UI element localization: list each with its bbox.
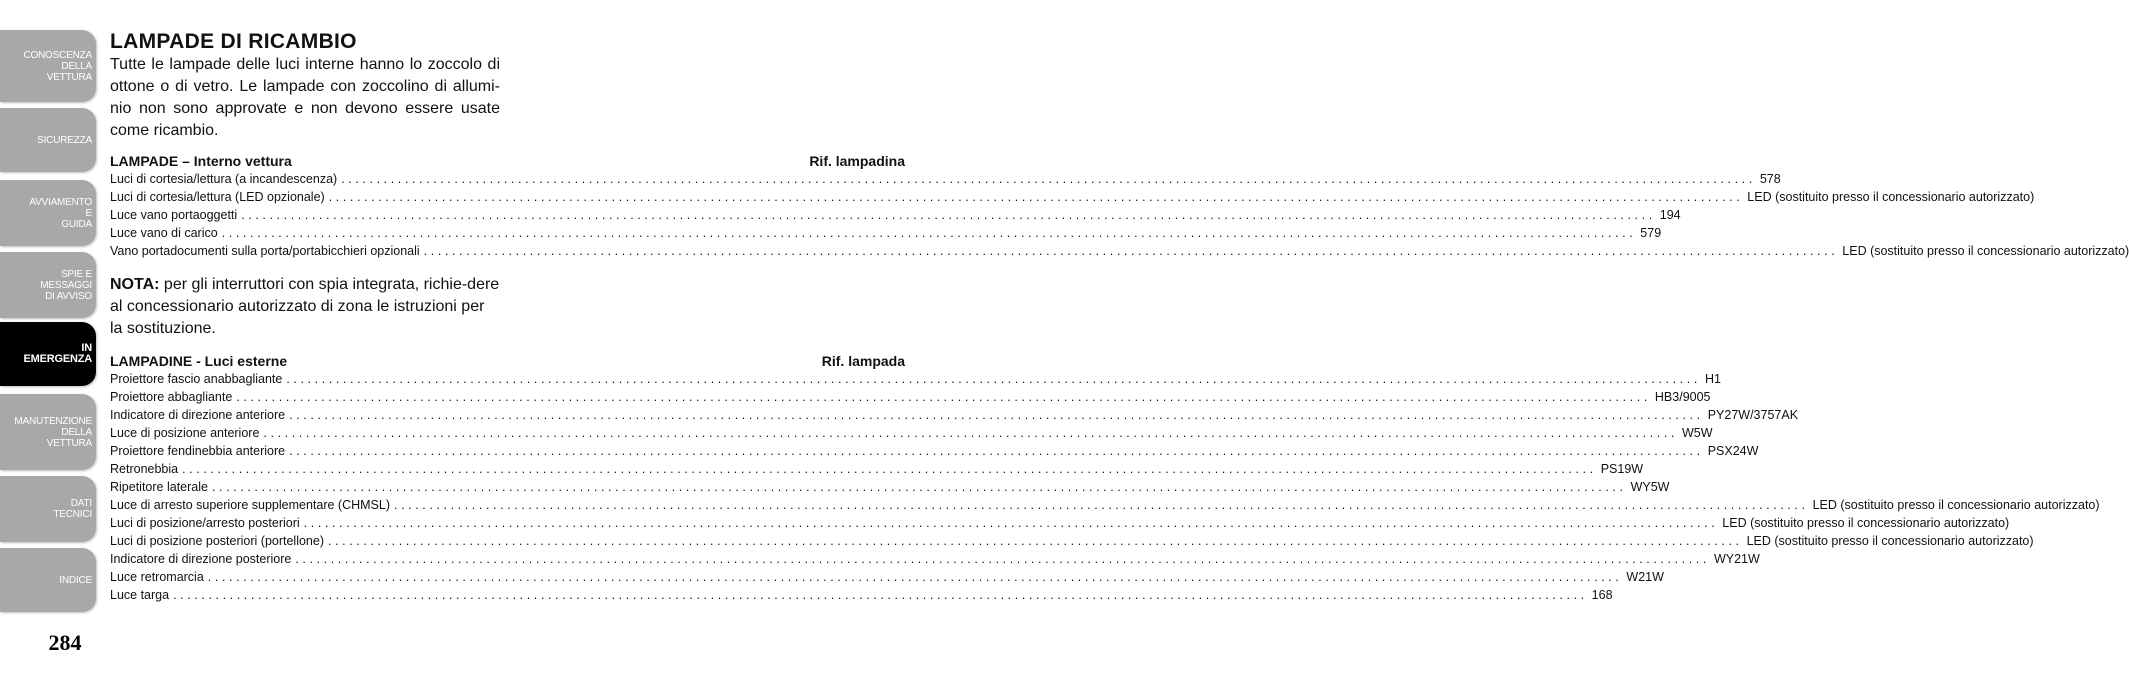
dot-leader: ........................................................................................................................................................................................................ xyxy=(423,244,1839,258)
chapter-tab-label: VETTURA xyxy=(46,437,92,449)
chapter-tab-label: DATI xyxy=(70,498,92,509)
chapter-tab-label: SPIE E xyxy=(60,268,92,280)
chapter-tab-label: CONOSCENZA xyxy=(23,49,92,61)
row-label: Proiettore abbagliante xyxy=(110,390,233,404)
row-label: Luci di posizione posteriori (portellone) xyxy=(110,534,325,548)
chapter-tab-label: MANUTENZIONE xyxy=(14,415,92,427)
chapter-tab-label: DELLA xyxy=(61,60,92,72)
row-value: W21W xyxy=(1626,570,1664,584)
interior-lamps-table xyxy=(110,152,2129,260)
row-value: LED (sostituito presso il concessionario autorizzato) xyxy=(1842,244,2129,258)
table-row xyxy=(110,496,2100,514)
row-value: 168 xyxy=(1591,588,1613,602)
table-row xyxy=(110,224,1662,242)
row-value: LED (sostituito presso il concessionario autorizzato) xyxy=(1747,190,2035,204)
row-label: Luce vano di carico xyxy=(110,226,218,240)
row-label: Luce di posizione anteriore xyxy=(110,426,260,440)
dot-leader: ........................................................................................................................................................................................................ xyxy=(341,172,1756,186)
row-label: Proiettore fendinebbia anteriore xyxy=(110,444,286,458)
row-value: LED (sostituito presso il concessionario autorizzato) xyxy=(1746,534,2034,548)
dot-leader: ........................................................................................................................................................................................................ xyxy=(211,480,1627,494)
exterior-header-left: LAMPADINE - Luci esterne xyxy=(110,353,288,369)
dot-leader: ........................................................................................................................................................................................................ xyxy=(241,208,1656,222)
row-label: Proiettore fascio anabbagliante xyxy=(110,372,283,386)
row-label: Luci di cortesia/lettura (LED opzionale) xyxy=(110,190,325,204)
chapter-tab-label: IN xyxy=(81,342,92,354)
dot-leader: ........................................................................................................................................................................................................ xyxy=(286,372,1701,386)
section-heading: LAMPADE DI RICAMBIO xyxy=(110,30,357,53)
row-label: Indicatore di direzione anteriore xyxy=(110,408,286,422)
page-content xyxy=(110,30,2129,604)
note-text: per gli interruttori con spia integrata, richie-dere al concessionario autorizzato di zona le istruzioni per la sostituzione. xyxy=(110,276,500,337)
chapter-tab-label: INDICE xyxy=(59,574,92,586)
dot-leader: ........................................................................................................................................................................................................ xyxy=(394,498,1809,512)
exterior-header-right: Rif. lampada xyxy=(821,353,905,369)
table-row xyxy=(110,460,1644,478)
exterior-lamps-table xyxy=(110,352,2100,604)
row-label: Luci di posizione/arresto posteriori xyxy=(110,516,300,530)
table-row xyxy=(110,478,1670,496)
chapter-sidebar xyxy=(0,0,100,678)
row-label: Luce retromarcia xyxy=(110,570,204,584)
dot-leader: ........................................................................................................................................................................................................ xyxy=(328,190,1744,204)
chapter-tab-2[interactable] xyxy=(0,180,96,246)
chapter-tab-4[interactable] xyxy=(0,322,96,386)
interior-header-right: Rif. lampadina xyxy=(809,153,905,169)
dot-leader: ........................................................................................................................................................................................................ xyxy=(173,588,1588,602)
chapter-tab-label: MESSAGGI xyxy=(40,279,92,291)
row-label: Vano portadocumenti sulla porta/portabicchieri opzionali xyxy=(110,244,420,258)
row-label: Indicatore di direzione posteriore xyxy=(110,552,292,566)
table-row xyxy=(110,170,1781,188)
dot-leader: ........................................................................................................................................................................................................ xyxy=(207,570,1623,584)
chapter-tab-3[interactable] xyxy=(0,252,96,318)
table-row xyxy=(110,406,1799,424)
exterior-table-header xyxy=(110,352,905,370)
row-value: 578 xyxy=(1759,172,1781,186)
row-value: W5W xyxy=(1682,426,1713,440)
table-row xyxy=(110,442,1759,460)
note-paragraph xyxy=(110,274,500,340)
intro-paragraph: Tutte le lampade delle luci interne hanno lo zoccolo di ottone o di vetro. Le lampade con zoccolino di allumi-nio non sono approvate e non devono essere usate come ricambio. xyxy=(110,56,500,139)
row-value: 194 xyxy=(1659,208,1681,222)
chapter-tab-1[interactable] xyxy=(0,108,96,172)
table-row xyxy=(110,532,2034,550)
row-value: PS19W xyxy=(1600,462,1644,476)
interior-header-left: LAMPADE – Interno vettura xyxy=(110,153,292,169)
dot-leader: ........................................................................................................................................................................................................ xyxy=(182,462,1597,476)
row-value: H1 xyxy=(1704,372,1721,386)
chapter-tab-label: AVVIAMENTO xyxy=(29,196,92,208)
table-row xyxy=(110,388,1711,406)
dot-leader: ........................................................................................................................................................................................................ xyxy=(328,534,1743,548)
row-value: WY21W xyxy=(1713,552,1760,566)
dot-leader: ........................................................................................................................................................................................................ xyxy=(295,552,1710,566)
chapter-tab-0[interactable] xyxy=(0,30,96,102)
row-label: Luci di cortesia/lettura (a incandescenza) xyxy=(110,172,338,186)
row-value: PY27W/3757AK xyxy=(1707,408,1799,422)
chapter-tab-label: EMERGENZA xyxy=(23,353,92,365)
chapter-tab-label: VETTURA xyxy=(46,71,92,83)
chapter-tab-label: GUIDA xyxy=(61,218,92,230)
interior-table-header xyxy=(110,152,905,170)
row-label: Ripetitore laterale xyxy=(110,480,208,494)
dot-leader: ........................................................................................................................................................................................................ xyxy=(263,426,1678,440)
chapter-tab-5[interactable] xyxy=(0,394,96,470)
table-row xyxy=(110,370,1721,388)
row-value: WY5W xyxy=(1630,480,1670,494)
dot-leader: ........................................................................................................................................................................................................ xyxy=(289,444,1704,458)
table-row xyxy=(110,188,2035,206)
chapter-tab-label: SICUREZZA xyxy=(37,134,92,146)
dot-leader: ........................................................................................................................................................................................................ xyxy=(236,390,1651,404)
note-label: NOTA: xyxy=(110,276,160,293)
row-value: LED (sostituito presso il concessionario autorizzato) xyxy=(1812,498,2100,512)
row-value: HB3/9005 xyxy=(1654,390,1711,404)
row-value: 579 xyxy=(1640,226,1662,240)
row-label: Luce di arresto superiore supplementare (CHMSL) xyxy=(110,498,390,512)
table-row xyxy=(110,568,1664,586)
page-number: 284 xyxy=(48,630,82,655)
chapter-tab-label: DI AVVISO xyxy=(45,290,92,302)
chapter-tab-7[interactable] xyxy=(0,548,96,612)
table-row xyxy=(110,550,1760,568)
dot-leader: ........................................................................................................................................................................................................ xyxy=(289,408,1704,422)
row-label: Luce targa xyxy=(110,588,170,602)
table-row xyxy=(110,514,2010,532)
row-value: LED (sostituito presso il concessionario autorizzato) xyxy=(1722,516,2010,530)
table-row xyxy=(110,242,2129,260)
row-label: Luce vano portaoggetti xyxy=(110,208,238,222)
chapter-tab-label: DELLA xyxy=(61,426,92,438)
dot-leader: ........................................................................................................................................................................................................ xyxy=(303,516,1719,530)
table-row xyxy=(110,586,1613,604)
dot-leader: ........................................................................................................................................................................................................ xyxy=(221,226,1637,240)
chapter-tab-label: E xyxy=(85,207,92,219)
chapter-tab-6[interactable] xyxy=(0,476,96,542)
table-row xyxy=(110,206,1681,224)
table-row xyxy=(110,424,1713,442)
exterior-rows xyxy=(110,370,2100,604)
interior-rows xyxy=(110,170,2129,260)
chapter-tab-label: TECNICI xyxy=(53,509,92,520)
row-value: PSX24W xyxy=(1707,444,1759,458)
row-label: Retronebbia xyxy=(110,462,179,476)
